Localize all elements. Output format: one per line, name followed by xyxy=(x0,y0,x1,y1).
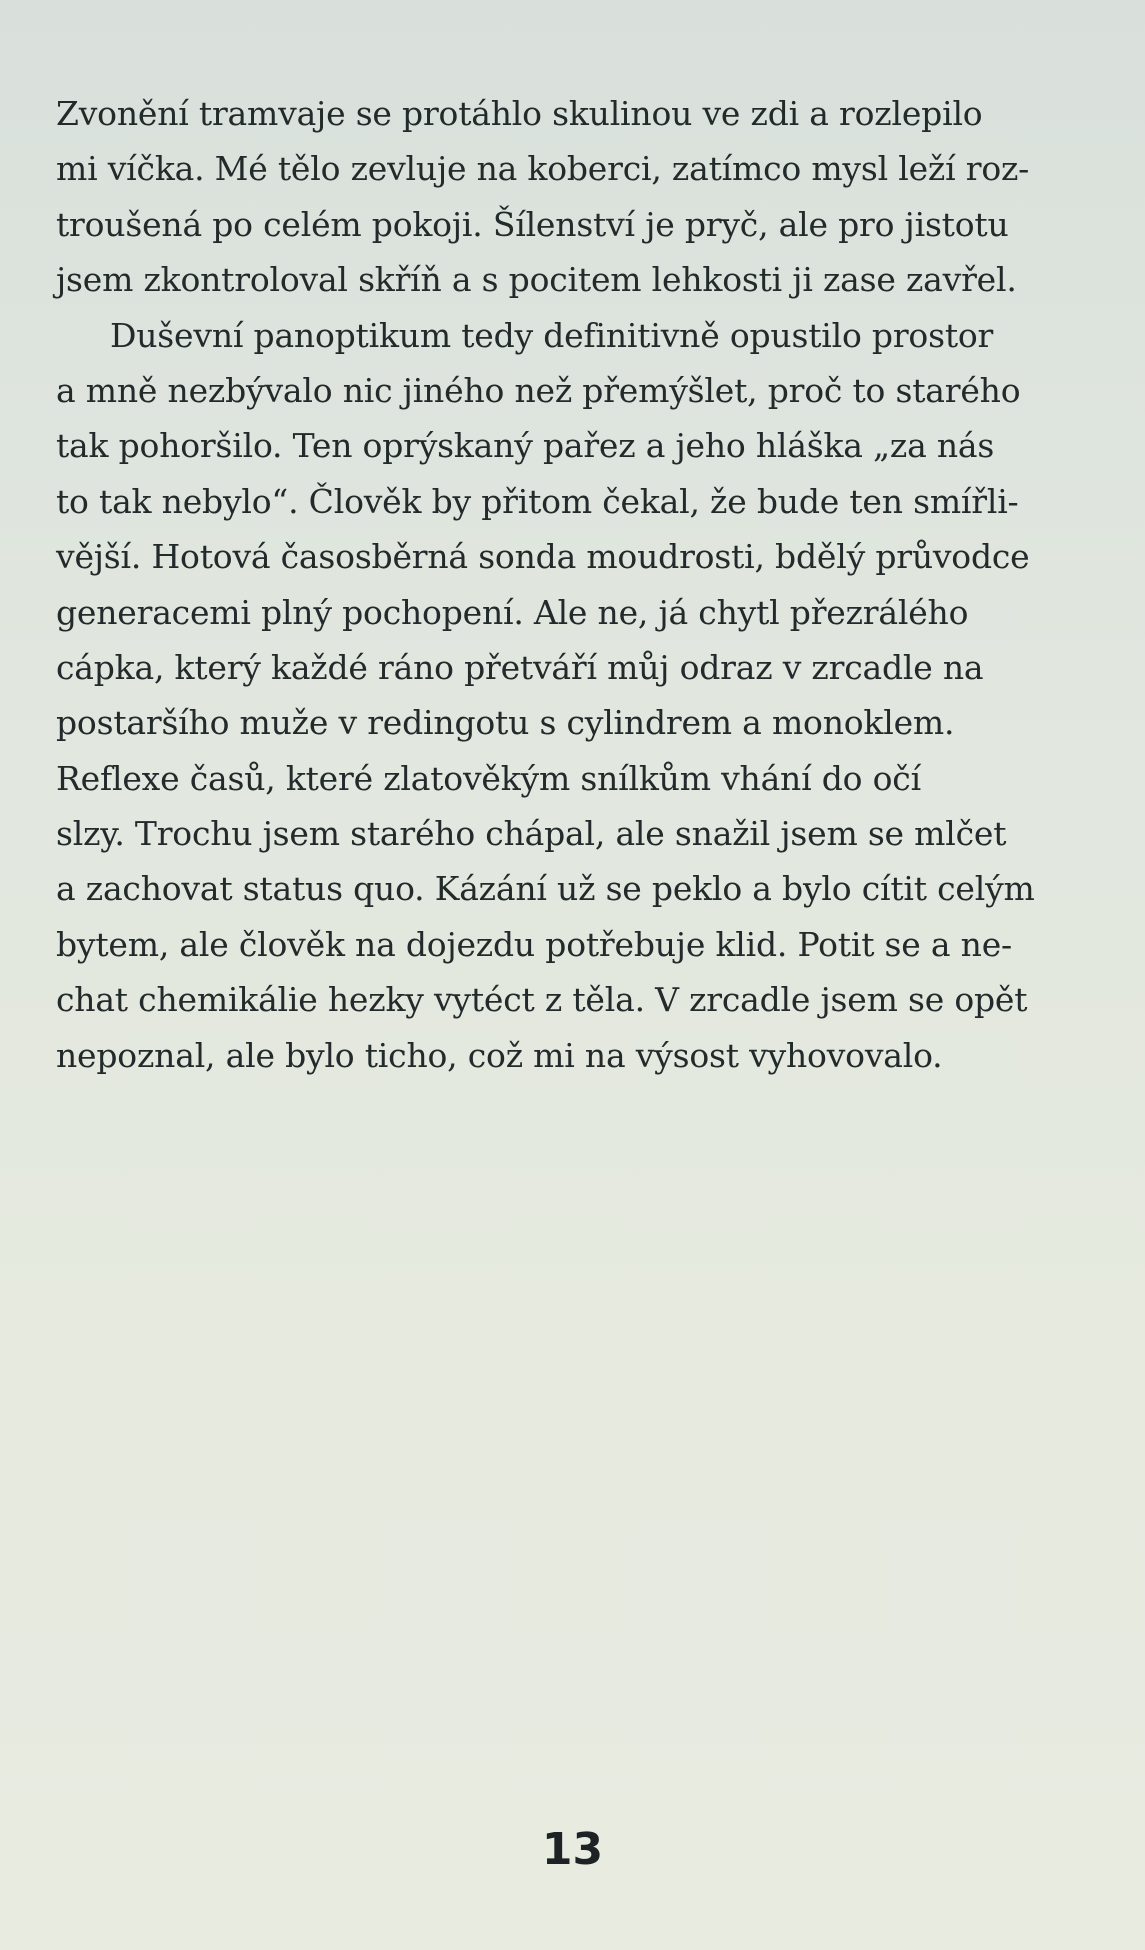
body-text xyxy=(56,86,1096,1083)
text-line: mi víčka. Mé tělo zevluje na koberci, zatímco mysl leží roz- xyxy=(56,149,1030,189)
text-line: chat chemikálie hezky vytéct z těla. V zrcadle jsem se opět xyxy=(56,980,1028,1020)
text-line: jsem zkontroloval skříň a s pocitem lehkosti ji zase zavřel. xyxy=(56,260,1017,300)
text-line: Zvonění tramvaje se protáhlo skulinou ve zdi a rozlepilo xyxy=(56,94,983,133)
text-line: bytem, ale člověk na dojezdu potřebuje klid. Potit se a ne- xyxy=(56,924,1013,964)
text-line: vější. Hotová časosběrná sonda moudrosti, bdělý průvodce xyxy=(56,537,1030,577)
text-line: tak pohoršilo. Ten oprýskaný pařez a jeho hláška „za nás xyxy=(56,426,995,466)
text-line: generacemi plný pochopení. Ale ne, já chytl přezrálého xyxy=(56,592,969,632)
text-line: Reflexe časů, které zlatověkým snílkům vhání do očí xyxy=(56,758,921,798)
text-line: nepoznal, ale bylo ticho, což mi na výsost vyhovovalo. xyxy=(56,1035,943,1075)
paragraph-first-line: Duševní panoptikum tedy definitivně opustilo prostor xyxy=(110,315,994,355)
page-number: 13 xyxy=(541,1824,604,1875)
text-line: troušená po celém pokoji. Šílenství je pryč, ale pro jistotu xyxy=(56,204,1009,244)
text-line: postaršího muže v redingotu s cylindrem a monoklem. xyxy=(56,703,955,743)
text-line: a zachovat status quo. Kázání už se peklo a bylo cítit celým xyxy=(56,869,1035,909)
text-line: a mně nezbývalo nic jiného než přemýšlet, proč to starého xyxy=(56,370,1021,410)
text-line: slzy. Trochu jsem starého chápal, ale snažil jsem se mlčet xyxy=(56,814,1007,854)
text-line: cápka, který každé ráno přetváří můj odraz v zrcadle na xyxy=(56,647,984,687)
text-line: to tak nebylo“. Člověk by přitom čekal, že bude ten smířli- xyxy=(56,481,1019,521)
